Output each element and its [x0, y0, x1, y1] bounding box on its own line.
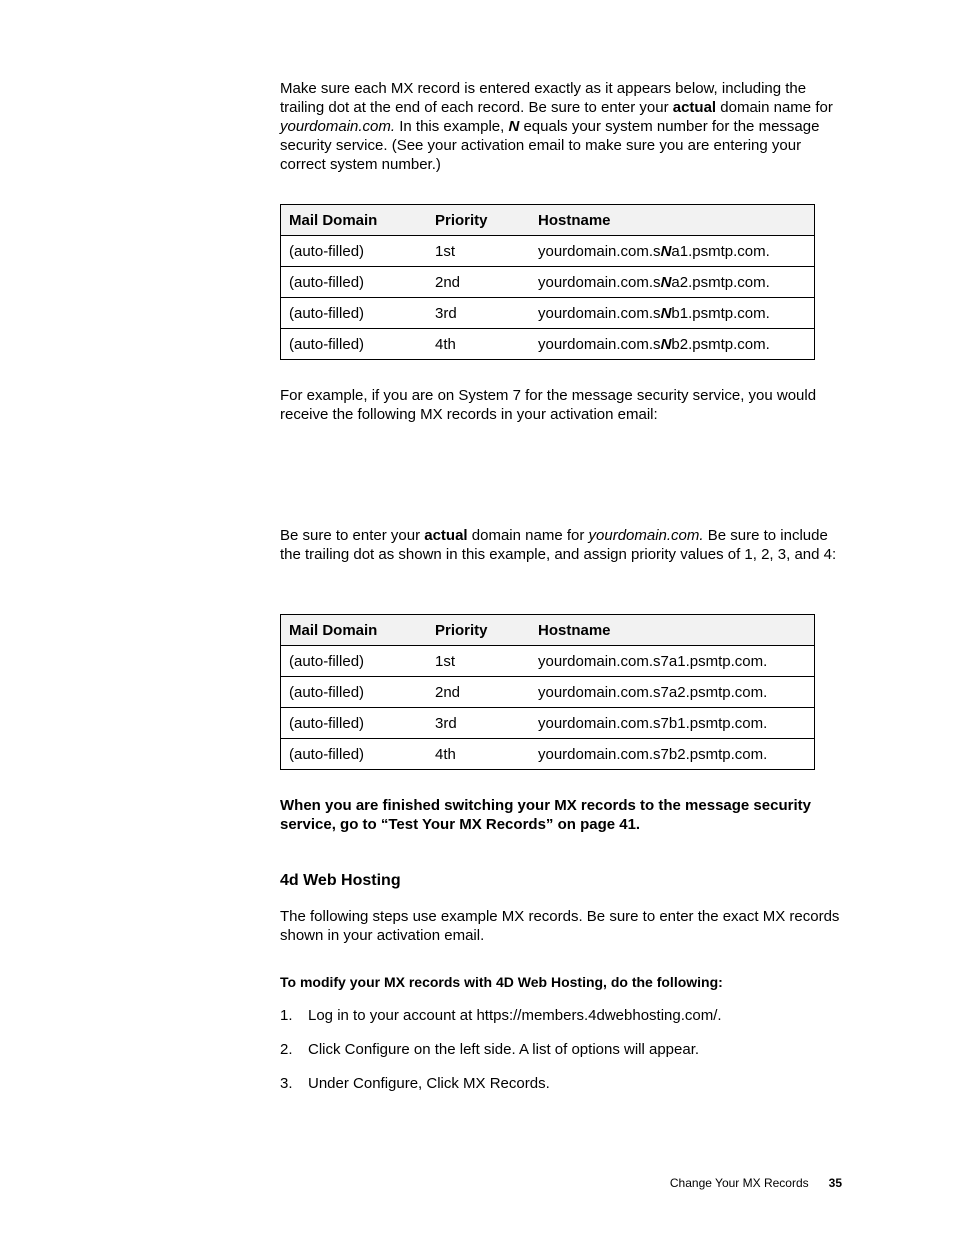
column-header-priority: Priority — [427, 205, 530, 236]
procedure-heading: To modify your MX records with 4D Web Hosting, do the following: — [280, 974, 723, 990]
intro-bold-actual: actual — [672, 99, 717, 116]
hostname-cell: yourdomain.com.sNb1.psmtp.com. — [530, 298, 815, 329]
mx-records-table-generic — [280, 204, 815, 360]
hostname-cell: yourdomain.com.sNb2.psmtp.com. — [530, 329, 815, 360]
table-row — [281, 708, 815, 739]
intro-paragraph — [280, 79, 842, 174]
intro-text: In this example, — [395, 118, 509, 135]
priority-cell: 1st — [427, 236, 530, 267]
actual-domain-paragraph: Be sure to enter your actual domain name for yourdomain.com. Be sure to include the trailing dot as shown in this example, and assign priority values of 1, 2, 3, and 4: — [280, 527, 837, 563]
intro-text: equals your system number for the message security service. (See your activation email to make sure you are entering your correct system number.) — [280, 118, 820, 173]
domain-italic: yourdomain.com. — [588, 527, 704, 544]
priority-cell: 4th — [427, 329, 530, 360]
table-header-row — [281, 205, 815, 236]
intro-text: domain name for — [716, 99, 833, 116]
hostname-cell: yourdomain.com.s7a2.psmtp.com. — [530, 677, 815, 708]
actual-bold: actual — [424, 527, 468, 544]
column-header-mail-domain: Mail Domain — [281, 205, 428, 236]
mail-domain-cell: (auto-filled) — [281, 677, 428, 708]
table-row — [281, 267, 815, 298]
step-number: 2. — [280, 1041, 293, 1058]
steps-list — [280, 1006, 842, 1108]
mail-domain-cell: (auto-filled) — [281, 236, 428, 267]
priority-cell: 2nd — [427, 267, 530, 298]
list-item — [280, 1040, 842, 1059]
column-header-mail-domain: Mail Domain — [281, 615, 428, 646]
priority-cell: 2nd — [427, 677, 530, 708]
intro-domain-italic: yourdomain.com. — [280, 118, 396, 135]
column-header-priority: Priority — [427, 615, 530, 646]
hostname-cell: yourdomain.com.s7a1.psmtp.com. — [530, 646, 815, 677]
hostname-cell: yourdomain.com.s7b1.psmtp.com. — [530, 708, 815, 739]
mail-domain-cell: (auto-filled) — [281, 329, 428, 360]
mail-domain-cell: (auto-filled) — [281, 739, 428, 770]
step-text: Log in to your account at https://members.4dwebhosting.com/. — [308, 1007, 722, 1024]
section-heading: 4d Web Hosting — [280, 872, 401, 889]
hostname-cell: yourdomain.com.sNa2.psmtp.com. — [530, 267, 815, 298]
footer-chapter-title: Change Your MX Records — [669, 1176, 809, 1190]
priority-cell: 3rd — [427, 708, 530, 739]
hostname-cell: yourdomain.com.s7b2.psmtp.com. — [530, 739, 815, 770]
priority-cell: 4th — [427, 739, 530, 770]
column-header-hostname: Hostname — [530, 205, 815, 236]
hostname-cell: yourdomain.com.sNa1.psmtp.com. — [530, 236, 815, 267]
finished-note: When you are finished switching your MX records to the message security service, go to “Test Your MX Records” on page 41. — [280, 797, 811, 833]
example-paragraph: For example, if you are on System 7 for the message security service, you would receive the following MX records in your activation email: — [280, 387, 817, 423]
list-item — [280, 1006, 842, 1025]
step-number: 1. — [280, 1007, 293, 1024]
section-intro: The following steps use example MX records. Be sure to enter the exact MX records shown in your activation email. — [280, 908, 840, 944]
step-number: 3. — [280, 1075, 293, 1092]
step-text: Click Configure on the left side. A list of options will appear. — [308, 1041, 700, 1058]
list-item — [280, 1074, 842, 1093]
page-number: 35 — [828, 1176, 842, 1190]
mail-domain-cell: (auto-filled) — [281, 646, 428, 677]
column-header-hostname: Hostname — [530, 615, 815, 646]
intro-n-variable: N — [508, 118, 520, 135]
mail-domain-cell: (auto-filled) — [281, 267, 428, 298]
table-header-row — [281, 615, 815, 646]
table-row — [281, 329, 815, 360]
mail-domain-cell: (auto-filled) — [281, 708, 428, 739]
page-footer — [600, 1174, 842, 1193]
step-text: Under Configure, Click MX Records. — [308, 1075, 550, 1092]
table-row — [281, 646, 815, 677]
mail-domain-cell: (auto-filled) — [281, 298, 428, 329]
priority-cell: 1st — [427, 646, 530, 677]
table-row — [281, 298, 815, 329]
intro-text: Make sure each MX record is entered exactly as it appears below, including the trailing dot at the end of each record. Be sure to enter your — [280, 80, 807, 116]
table-row — [281, 236, 815, 267]
table-row — [281, 677, 815, 708]
table-row — [281, 739, 815, 770]
priority-cell: 3rd — [427, 298, 530, 329]
mx-records-table-system7 — [280, 614, 815, 770]
